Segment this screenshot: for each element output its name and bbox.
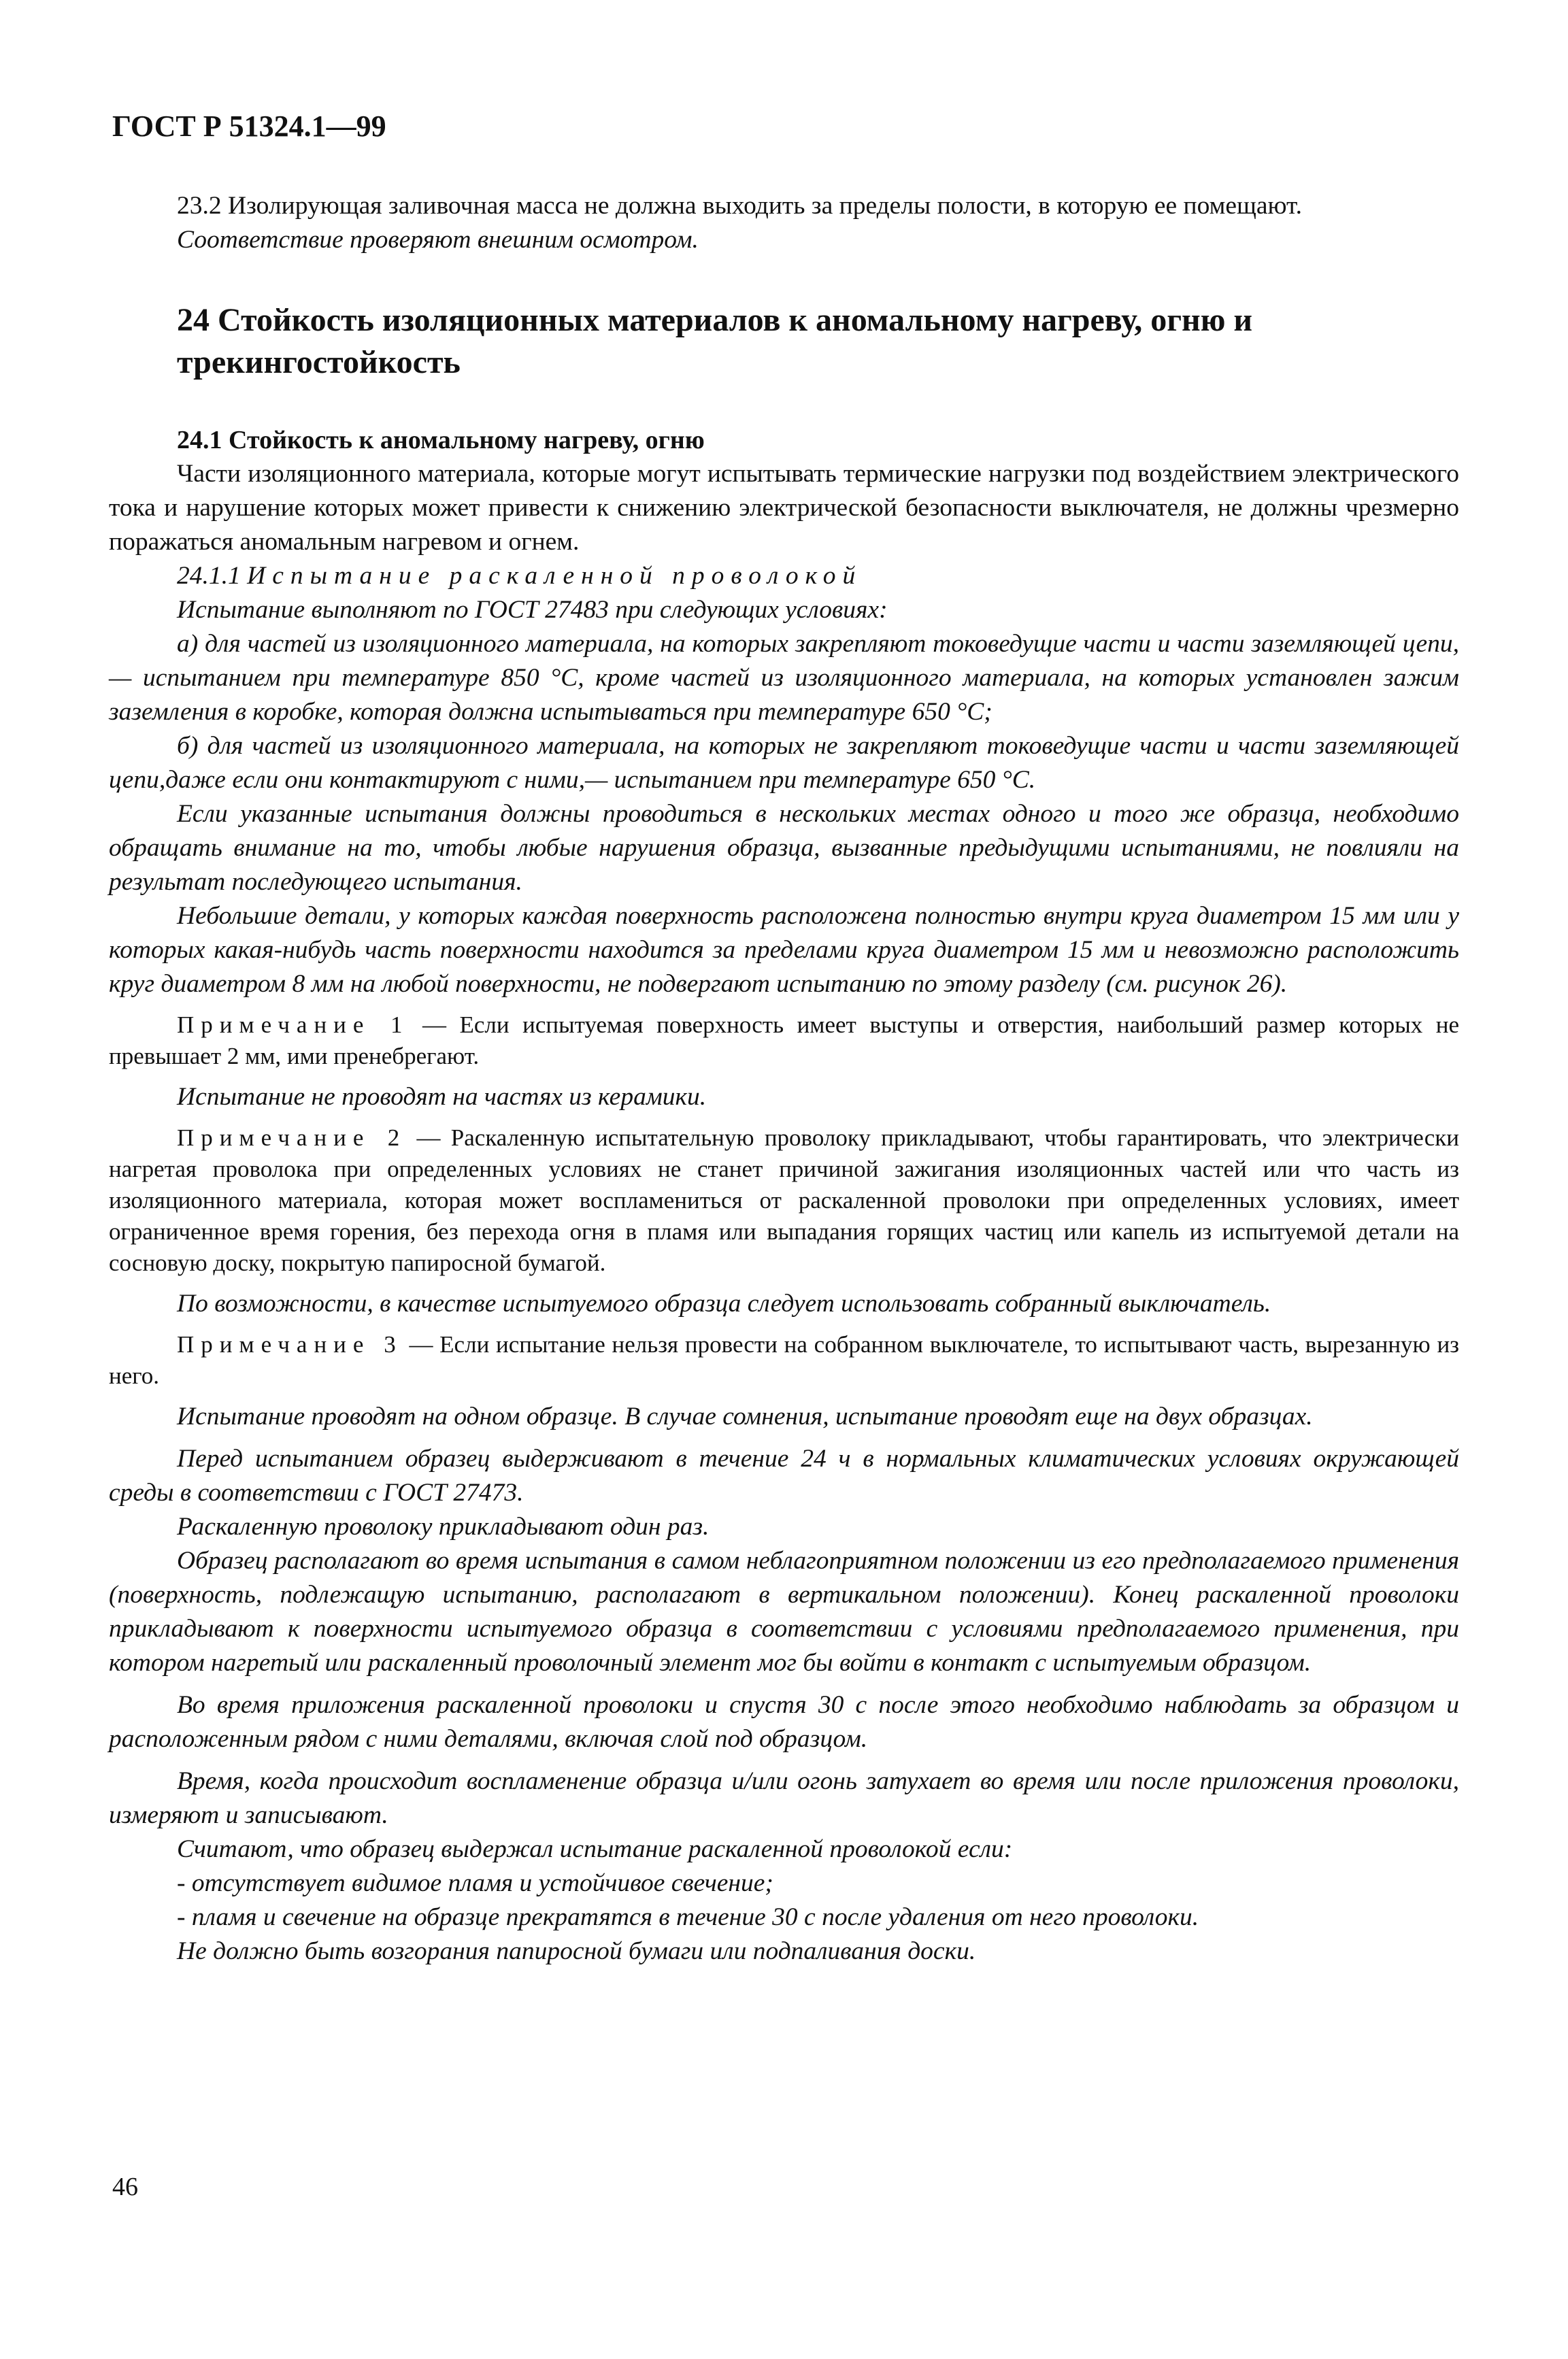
section-24-title: 24 Стойкость изоляционных материалов к аномальному нагреву, огню и трекингостойкость — [177, 302, 1253, 380]
note-2-text: — Раскаленную испытательную проволоку прикладывают, чтобы гарантировать, что электрически нагретая проволока при определенных условиях не станет причиной зажигания изоляционных частей или что часть из изоляционного материала, которая может воспламениться от раскаленной проволоки при определенных условиях, имеет ограниченное время горения, без перехода огня в пламя или выпадания горящих частиц или капель из испытуемой детали на сосновую доску, покрытую папиросной бумагой. — [109, 1124, 1459, 1276]
paragraph-23-2-check: Соответствие проверяют внешним осмотром. — [177, 226, 699, 254]
note-1-label: Примечание 1 — [177, 1011, 410, 1038]
document-header: ГОСТ Р 51324.1—99 — [112, 110, 386, 143]
paragraph-small-parts: Небольшие детали, у которых каждая поверхность расположена полностью внутри круга диаметром 15 мм или у которых какая-нибудь часть поверхности находится за пределами круга диаметром 15 мм и невозможно расположить круг диаметром 8 мм на любой поверхности, не подвергают испытанию по этому разделу (см. рисунок 26). — [109, 902, 1459, 998]
paragraph-apply-once: Раскаленную проволоку прикладывают один раз. — [177, 1513, 710, 1541]
subsection-24-1-1-heading — [109, 559, 1459, 593]
paragraph-24-1: Части изоляционного материала, которые могут испытывать термические нагрузки под воздействием электрического тока и нарушение которых может привести к снижению электрической безопасности выключателя, не должны чрезмерно поражаться аномальным нагревом и огнем. — [109, 460, 1459, 556]
document-body — [109, 189, 1459, 1969]
note-2 — [109, 1122, 1459, 1279]
paragraph-time: Время, когда происходит воспламенение образца и/или огонь затухает во время или после приложения проволоки, измеряют и записывают. — [109, 1767, 1459, 1829]
note-3 — [109, 1329, 1459, 1392]
paragraph-23-2: 23.2 Изолирующая заливочная масса не должна выходить за пределы полости, в которую ее помещают. — [177, 192, 1302, 220]
note-3-text: — Если испытание нельзя провести на собранном выключателе, то испытывают часть, вырезанную из него. — [109, 1331, 1459, 1389]
subsection-24-1-1-number: 24.1.1 — [177, 562, 241, 590]
paragraph-position: Образец располагают во время испытания в самом неблагоприятном положении из его предполагаемого применения (поверхность, подлежащую испытанию, располагают в вертикальном положении). Конец раскаленной проволоки прикладывают к поверхности испытуемого образца в соответствии с условиями предполагаемого применения, при котором нагретый или раскаленный проволочный элемент мог бы войти в контакт с испытуемым образцом. — [109, 1547, 1459, 1677]
paragraph-observe: Во время приложения раскаленной проволоки и спустя 30 с после этого необходимо наблюдать за образцом и расположенным рядом с ними деталями, включая слой под образцом. — [109, 1691, 1459, 1753]
paragraph-conditions: Испытание выполняют по ГОСТ 27483 при следующих условиях: — [177, 596, 888, 624]
paragraph-assembled: По возможности, в качестве испытуемого образца следует использовать собранный выключатель. — [177, 1290, 1271, 1318]
subsection-24-1-title: 24.1 Стойкость к аномальному нагреву, огню — [177, 426, 705, 454]
paragraph-pass-criteria: Считают, что образец выдержал испытание раскаленной проволокой если: — [177, 1835, 1013, 1863]
note-1-text: — Если испытуемая поверхность имеет выступы и отверстия, наибольший размер которых не превышает 2 мм, ими пренебрегают. — [109, 1011, 1460, 1069]
paragraph-item-a: а) для частей из изоляционного материала, на которых закрепляют токоведущие части и части заземляющей цепи,— испытанием при температуре 850 °С, кроме частей из изоляционного материала, на которых установлен зажим заземления в коробке, которая должна испытываться при температуре 650 °С; — [109, 630, 1459, 726]
paragraph-ceramic: Испытание не проводят на частях из керамики. — [177, 1083, 707, 1111]
paragraph-several-places: Если указанные испытания должны проводиться в нескольких местах одного и того же образца, необходимо обращать внимание на то, чтобы любые нарушения образца, вызванные предыдущими испытаниями, не повлияли на результат последующего испытания. — [109, 800, 1459, 896]
note-2-label: Примечание 2 — [177, 1124, 407, 1151]
paragraph-no-ignition: Не должно быть возгорания папиросной бумаги или подпаливания доски. — [177, 1937, 976, 1965]
page-number: 46 — [112, 2173, 138, 2201]
paragraph-conditioning: Перед испытанием образец выдерживают в течение 24 ч в нормальных климатических условиях окружающей среды в соответствии с ГОСТ 27473. — [109, 1445, 1459, 1507]
list-item: - пламя и свечение на образце прекратятся в течение 30 с после удаления от него проволоки. — [177, 1903, 1199, 1931]
note-1 — [109, 1009, 1459, 1072]
list-item: - отсутствует видимое пламя и устойчивое свечение; — [177, 1869, 773, 1897]
paragraph-item-b: б) для частей из изоляционного материала, на которых не закрепляют токоведущие части и части заземляющей цепи,даже если они контактируют с ними,— испытанием при температуре 650 °С. — [109, 732, 1459, 794]
subsection-24-1-1-title: Испытание раскаленной проволокой — [247, 562, 863, 590]
note-3-label: Примечание 3 — [177, 1331, 403, 1358]
paragraph-one-sample: Испытание проводят на одном образце. В случае сомнения, испытание проводят еще на двух образцах. — [177, 1403, 1313, 1431]
